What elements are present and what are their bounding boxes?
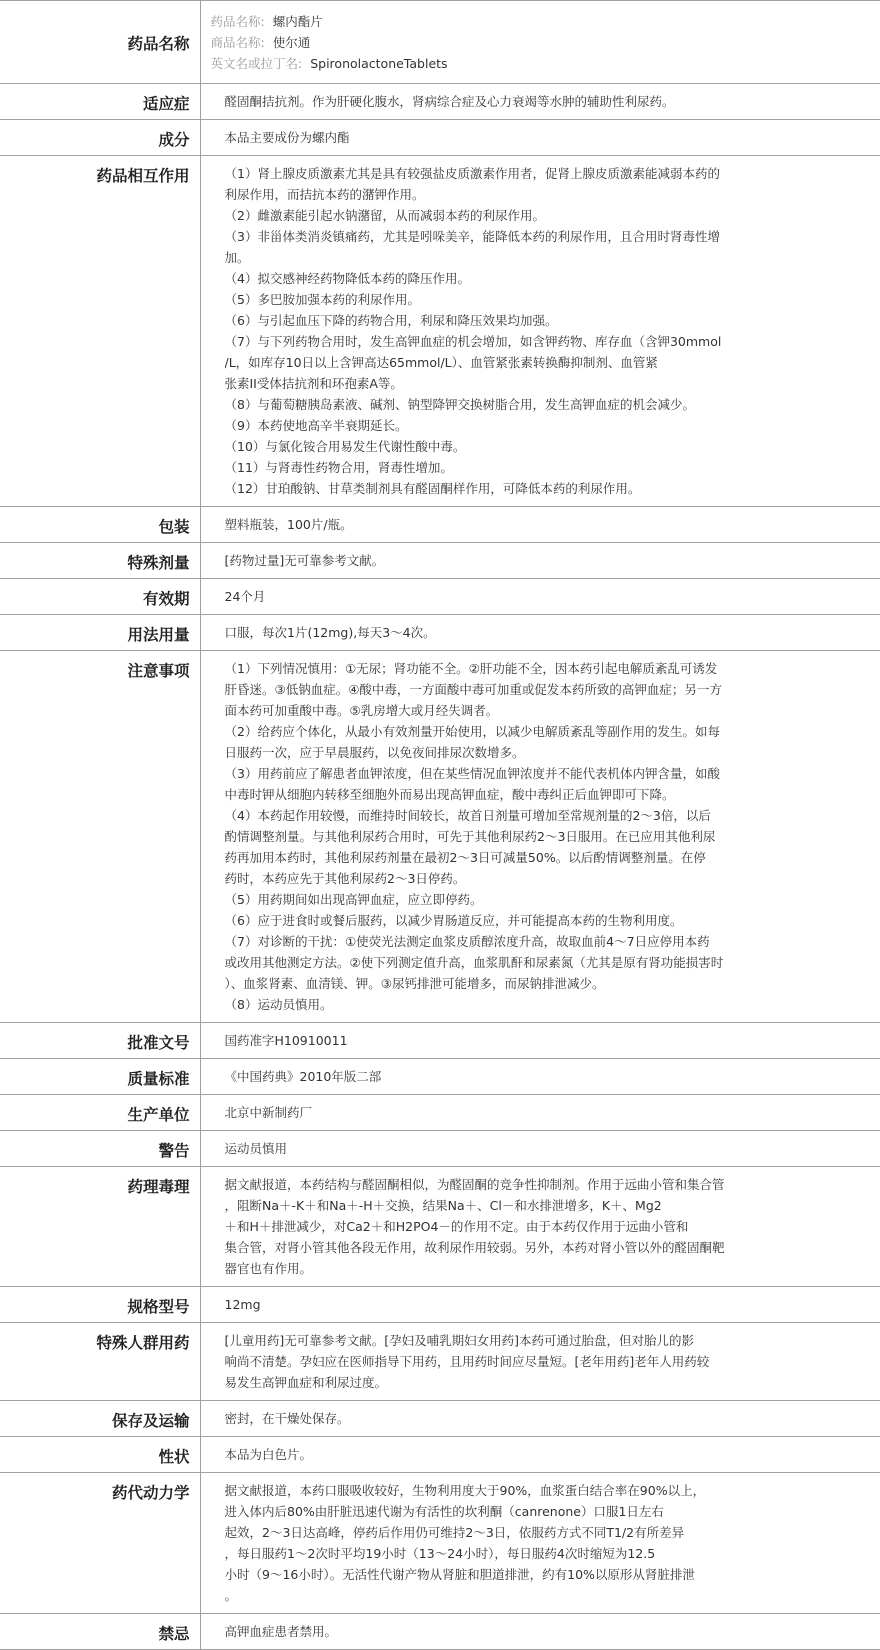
row-label: 有效期 [0, 579, 200, 615]
row-appearance [0, 1437, 880, 1473]
text-line: 起效，2～3日达高峰，停药后作用仍可维持2～3日，依服药方式不同T1/2有所差异 [224, 1525, 685, 1540]
text-line: （1）下列情况慎用：①无尿；肾功能不全。②肝功能不全，因本药引起电解质紊乱可诱发 [224, 661, 718, 676]
row-label: 特殊剂量 [0, 543, 200, 579]
text-line: 12mg [224, 1297, 261, 1312]
text-line: 北京中新制药厂 [224, 1105, 313, 1120]
row-value [200, 84, 880, 120]
row-value [200, 651, 880, 1023]
text-line: 小时（9～16小时）。无活性代谢产物从肾脏和胆道排泄，约有10%以原形从肾脏排泄 [224, 1567, 695, 1582]
text-line: 中毒时钾从细胞内转移至细胞外而易出现高钾血症，酸中毒纠正后血钾即可下降。 [224, 787, 675, 802]
text-line: 易发生高钾血症和利尿过度。 [224, 1375, 388, 1390]
text-line: （8）运动员慎用。 [224, 997, 333, 1012]
row-value [200, 1, 880, 84]
row-storage [0, 1401, 880, 1437]
row-value [200, 1401, 880, 1437]
row-label: 批准文号 [0, 1023, 200, 1059]
row-value [200, 579, 880, 615]
text-line: 器官也有作用。 [224, 1261, 313, 1276]
row-value [200, 1023, 880, 1059]
text-line: 集合管，对肾小管其他各段无作用，故利尿作用较弱。另外，本药对肾小管以外的醛固酮靶 [224, 1240, 725, 1255]
name-value: 使尔通 [272, 35, 311, 50]
text-line: （2）给药应个体化，从最小有效剂量开始使用，以减少电解质紊乱等副作用的发生。如每 [224, 724, 720, 739]
text-line: 国药准字H10910011 [224, 1033, 348, 1048]
text-line: （5）用药期间如出现高钾血症，应立即停药。 [224, 892, 483, 907]
row-usage [0, 615, 880, 651]
name-value: SpironolactoneTablets [310, 56, 448, 71]
row-label: 用法用量 [0, 615, 200, 651]
row-value [200, 1473, 880, 1614]
row-value [200, 156, 880, 507]
text-line: （7）与下列药物合用时，发生高钾血症的机会增加，如含钾药物、库存血（含钾30mmol [224, 334, 722, 349]
row-package [0, 507, 880, 543]
text-line: 利尿作用，而拮抗本药的潴钾作用。 [224, 187, 425, 202]
text-line: 本品为白色片。 [224, 1447, 313, 1462]
row-interactions [0, 156, 880, 507]
row-validity [0, 579, 880, 615]
row-label: 警告 [0, 1131, 200, 1167]
text-line: 本品主要成份为螺内酯 [224, 130, 350, 145]
row-label: 成分 [0, 120, 200, 156]
text-line: （3）用药前应了解患者血钾浓度，但在某些情况血钾浓度并不能代表机体内钾含量，如酸 [224, 766, 720, 781]
text-line: [儿童用药]无可靠参考文献。[孕妇及哺乳期妇女用药]本药可通过胎盘，但对胎儿的影 [224, 1333, 695, 1348]
row-value [200, 615, 880, 651]
row-value [200, 120, 880, 156]
name-key: 商品名称: [210, 35, 265, 50]
row-contraindication [0, 1614, 880, 1650]
text-line: 运动员慎用 [224, 1141, 288, 1156]
row-special-dosage [0, 543, 880, 579]
text-line: 据文献报道，本药口服吸收较好，生物利用度大于90%，血浆蛋白结合率在90%以上， [224, 1483, 706, 1498]
text-line: 酌情调整剂量。与其他利尿药合用时，可先于其他利尿药2～3日服用。在已应用其他利尿 [224, 829, 716, 844]
row-label: 性状 [0, 1437, 200, 1473]
name-key: 英文名或拉丁名: [210, 56, 303, 71]
row-value [200, 1287, 880, 1323]
text-line: （5）多巴胺加强本药的利尿作用。 [224, 292, 420, 307]
row-value [200, 543, 880, 579]
row-pharmacokinetics [0, 1473, 880, 1614]
row-label: 药品名称 [0, 1, 200, 84]
text-line: [药物过量]无可靠参考文献。 [224, 553, 385, 568]
text-line: ，阻断Na＋-K＋和Na＋-H＋交换，结果Na＋、Cl－和水排泄增多，K＋、Mg2 [224, 1198, 662, 1213]
name-key: 药品名称: [210, 14, 265, 29]
text-line: （6）与引起血压下降的药物合用，利尿和降压效果均加强。 [224, 313, 558, 328]
text-line: 进入体内后80%由肝脏迅速代谢为有活性的坎利酮（canrenone）口服1日左右 [224, 1504, 664, 1519]
row-composition [0, 120, 880, 156]
row-label: 特殊人群用药 [0, 1323, 200, 1401]
row-name [0, 1, 880, 84]
row-indication [0, 84, 880, 120]
text-line: （9）本药使地高辛半衰期延长。 [224, 418, 408, 433]
row-label: 注意事项 [0, 651, 200, 1023]
text-line: 《中国药典》2010年版二部 [224, 1069, 382, 1084]
row-label: 包装 [0, 507, 200, 543]
row-pharmacology [0, 1167, 880, 1287]
text-line: 面本药可加重酸中毒。⑤乳房增大或月经失调者。 [224, 703, 499, 718]
text-line: （3）非甾体类消炎镇痛药，尤其是吲哚美辛，能降低本药的利尿作用，且合用时肾毒性增 [224, 229, 720, 244]
text-line: ）、血浆肾素、血清镁、钾。③尿钙排泄可能增多，而尿钠排泄减少。 [224, 976, 605, 991]
text-line: 张素II受体拮抗剂和环孢素A等。 [224, 376, 403, 391]
text-line: （7）对诊断的干扰：①使荧光法测定血浆皮质醇浓度升高，故取血前4～7日应停用本药 [224, 934, 710, 949]
text-line: 响尚不清楚。孕妇应在医师指导下用药，且用药时间应尽量短。[老年用药]老年人用药较 [224, 1354, 710, 1369]
text-line: 24个月 [224, 589, 266, 604]
text-line: 高钾血症患者禁用。 [224, 1624, 338, 1639]
row-value [200, 1323, 880, 1401]
text-line: ＋和H＋排泄减少，对Ca2＋和H2PO4－的作用不定。由于本药仅作用于远曲小管和 [224, 1219, 689, 1234]
text-line: 药时，本药应先于其他利尿药2～3日停药。 [224, 871, 466, 886]
text-line: （1）肾上腺皮质激素尤其是具有较强盐皮质激素作用者，促肾上腺皮质激素能减弱本药的 [224, 166, 720, 181]
row-value [200, 1131, 880, 1167]
text-line: 密封，在干燥处保存。 [224, 1411, 350, 1426]
row-precautions [0, 651, 880, 1023]
text-line: 。 [224, 1588, 238, 1603]
row-approval [0, 1023, 880, 1059]
row-standard [0, 1059, 880, 1095]
row-value [200, 507, 880, 543]
row-value [200, 1095, 880, 1131]
text-line: 加。 [224, 250, 250, 265]
row-value [200, 1614, 880, 1650]
text-line: 肝昏迷。③低钠血症。④酸中毒，一方面酸中毒可加重或促发本药所致的高钾血症；另一方 [224, 682, 722, 697]
text-line: 或改用其他测定方法。②使下列测定值升高，血浆肌酐和尿素氮（尤其是原有肾功能损害时 [224, 955, 724, 970]
text-line: （6）应于进食时或餐后服药，以减少胃肠道反应，并可能提高本药的生物利用度。 [224, 913, 683, 928]
row-label: 药代动力学 [0, 1473, 200, 1614]
text-line: （2）雌激素能引起水钠潴留，从而减弱本药的利尿作用。 [224, 208, 545, 223]
row-manufacturer [0, 1095, 880, 1131]
row-label: 药品相互作用 [0, 156, 200, 507]
text-line: 醛固酮拮抗剂。作为肝硬化腹水，肾病综合症及心力衰竭等水肿的辅助性利尿药。 [224, 94, 675, 109]
row-label: 适应症 [0, 84, 200, 120]
name-line-generic [211, 11, 873, 32]
row-label: 规格型号 [0, 1287, 200, 1323]
name-line-english [211, 53, 873, 74]
row-label: 药理毒理 [0, 1167, 200, 1287]
text-line: （12）甘珀酸钠、甘草类制剂具有醛固酮样作用，可降低本药的利尿作用。 [224, 481, 641, 496]
row-label: 禁忌 [0, 1614, 200, 1650]
row-value [200, 1167, 880, 1287]
text-line: （4）拟交感神经药物降低本药的降压作用。 [224, 271, 470, 286]
text-line: 日服药一次，应于早晨服药，以免夜间排尿次数增多。 [224, 745, 525, 760]
text-line: /L，如库存10日以上含钾高达65mmol/L）、血管紧张素转换酶抑制剂、血管紧 [224, 355, 658, 370]
row-special-population [0, 1323, 880, 1401]
text-line: （4）本药起作用较慢，而维持时间较长，故首日剂量可增加至常规剂量的2～3倍，以后 [224, 808, 711, 823]
row-specification [0, 1287, 880, 1323]
text-line: （10）与氯化铵合用易发生代谢性酸中毒。 [224, 439, 466, 454]
name-line-trade [211, 32, 873, 53]
row-value [200, 1059, 880, 1095]
row-label: 保存及运输 [0, 1401, 200, 1437]
row-label: 质量标准 [0, 1059, 200, 1095]
row-value [200, 1437, 880, 1473]
row-label: 生产单位 [0, 1095, 200, 1131]
text-line: （11）与肾毒性药物合用，肾毒性增加。 [224, 460, 453, 475]
row-warning [0, 1131, 880, 1167]
text-line: 口服，每次1片(12mg),每天3～4次。 [224, 625, 436, 640]
text-line: 药再加用本药时，其他利尿药剂量在最初2～3日可减量50%。以后酌情调整剂量。在停 [224, 850, 706, 865]
text-line: ，每日服药1～2次时平均19小时（13～24小时），每日服药4次时缩短为12.5 [224, 1546, 656, 1561]
text-line: 据文献报道，本药结构与醛固酮相似，为醛固酮的竞争性抑制剂。作用于远曲小管和集合管 [224, 1177, 725, 1192]
text-line: 塑料瓶装，100片/瓶。 [224, 517, 353, 532]
name-value: 螺内酯片 [272, 14, 323, 29]
text-line: （8）与葡萄糖胰岛素液、碱剂、钠型降钾交换树脂合用，发生高钾血症的机会减少。 [224, 397, 695, 412]
